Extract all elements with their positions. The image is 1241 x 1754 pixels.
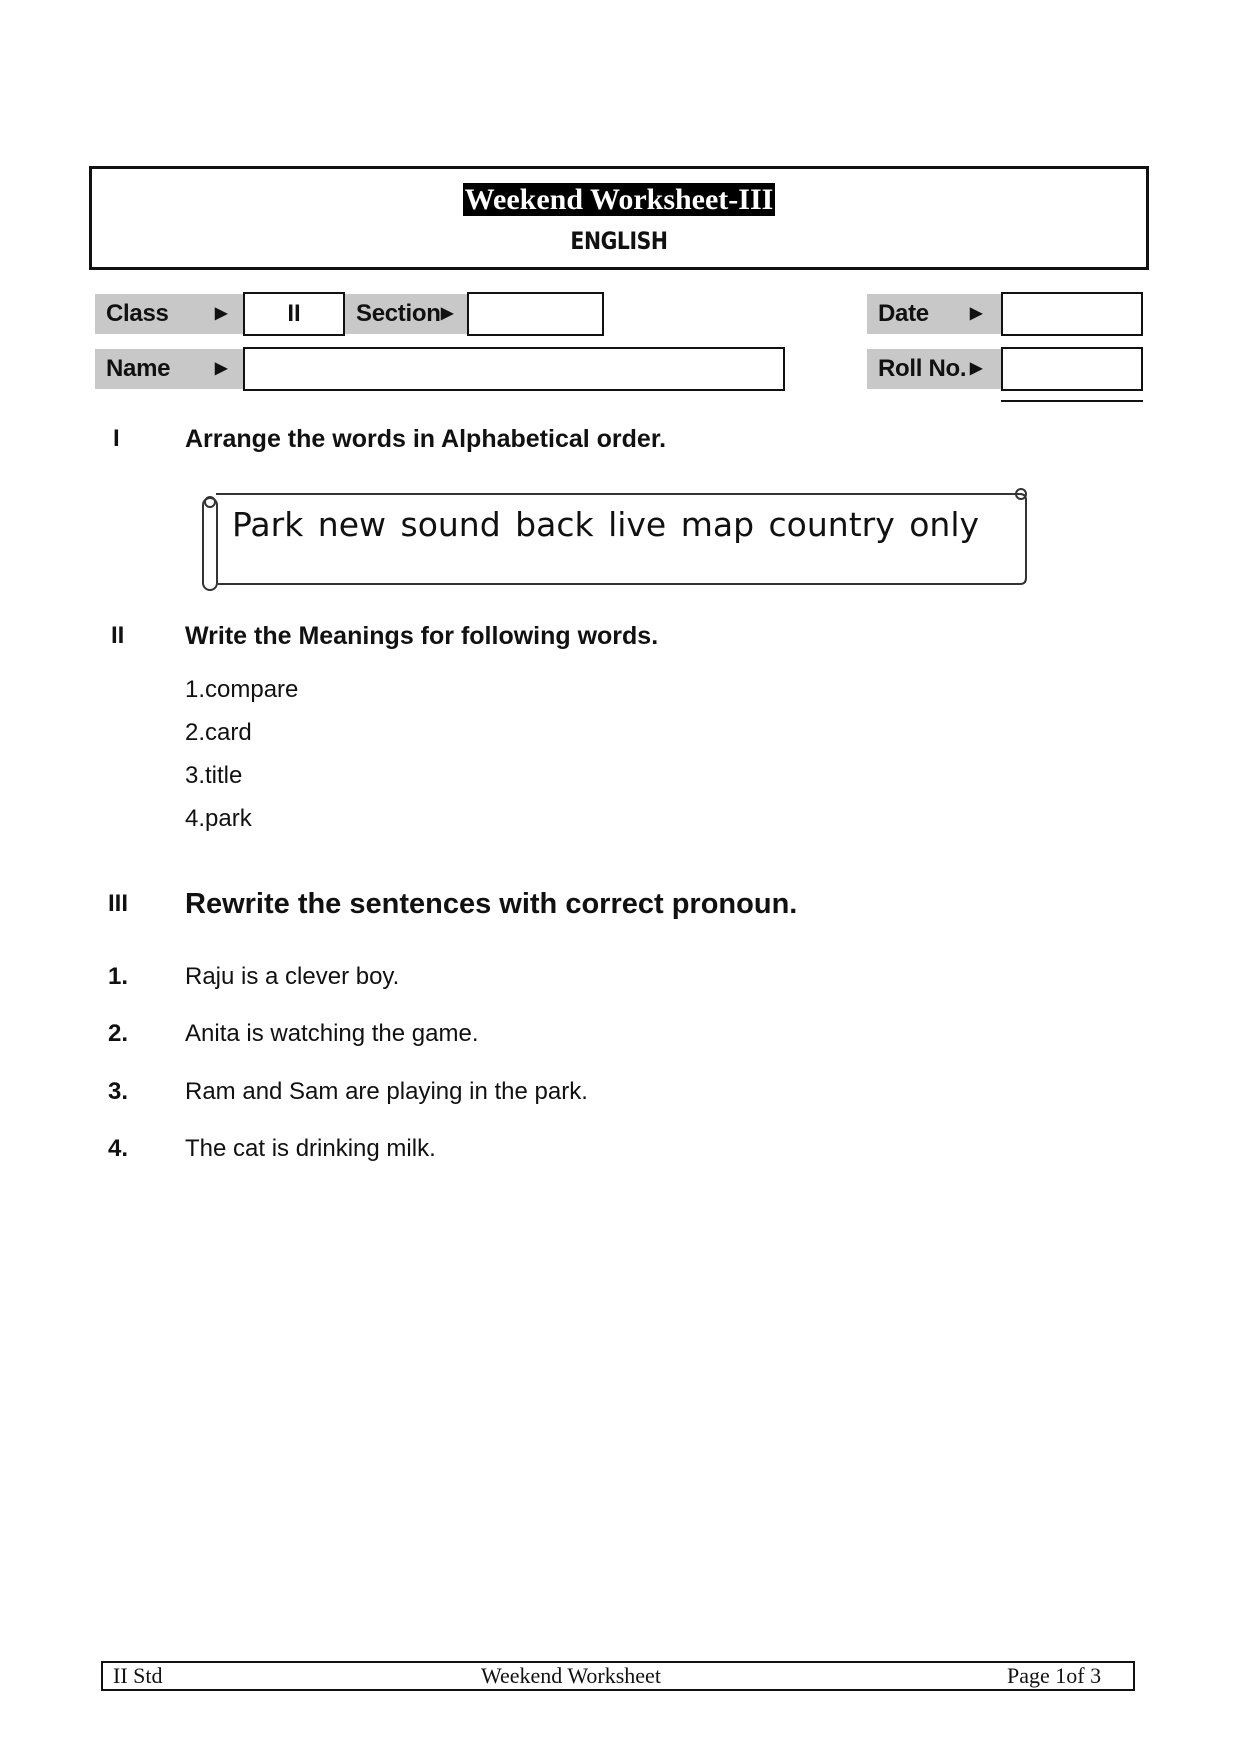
item-number: 1.	[108, 963, 129, 990]
class-label: Class ▶	[95, 294, 243, 334]
arrow-right-icon: ▶	[215, 360, 228, 377]
sentence: Ram and Sam are playing in the park.	[185, 1078, 588, 1105]
section-field[interactable]	[467, 292, 604, 336]
divider	[1001, 400, 1143, 402]
list-item: 3.title	[185, 762, 243, 789]
class-field[interactable]: II	[243, 292, 345, 336]
worksheet-header	[89, 166, 1149, 270]
question-prompt: Arrange the words in Alphabetical order.	[185, 425, 667, 453]
sentence: Raju is a clever boy.	[185, 963, 400, 990]
name-label: Name ▶	[95, 349, 243, 389]
roll-no-field[interactable]	[1001, 347, 1143, 391]
worksheet-title: Weekend Worksheet-III	[464, 183, 774, 216]
footer-title: Weekend Worksheet	[481, 1663, 661, 1688]
name-field[interactable]	[243, 347, 785, 391]
page-footer	[101, 1661, 1135, 1691]
date-field[interactable]	[1001, 292, 1143, 336]
section-label: Section ▶	[345, 294, 469, 334]
question-number: III	[108, 890, 129, 917]
question-prompt: Write the Meanings for following words.	[185, 622, 659, 650]
arrow-right-icon: ▶	[970, 305, 983, 322]
item-number: 4.	[108, 1135, 129, 1162]
list-item: 4.park	[185, 805, 252, 832]
subject-title: ENGLISH	[570, 227, 668, 255]
date-label: Date ▶	[867, 294, 1003, 334]
arrow-right-icon: ▶	[441, 305, 454, 322]
arrow-right-icon: ▶	[970, 360, 983, 377]
page-number: Page 1of 3	[1007, 1663, 1102, 1688]
question-number: II	[111, 622, 125, 649]
word-list: Park new sound back live map country only	[232, 505, 980, 544]
question-prompt: Rewrite the sentences with correct pronoun.	[185, 888, 798, 920]
list-item: 1.compare	[185, 676, 299, 703]
item-number: 3.	[108, 1078, 129, 1105]
arrow-right-icon: ▶	[215, 305, 228, 322]
list-item: 2.card	[185, 719, 252, 746]
sentence: Anita is watching the game.	[185, 1020, 479, 1047]
question-number: I	[113, 425, 120, 452]
item-number: 2.	[108, 1020, 129, 1047]
roll-no-label: Roll No. ▶	[867, 349, 1003, 389]
sentence: The cat is drinking milk.	[185, 1135, 436, 1162]
footer-class: II Std	[113, 1663, 163, 1688]
